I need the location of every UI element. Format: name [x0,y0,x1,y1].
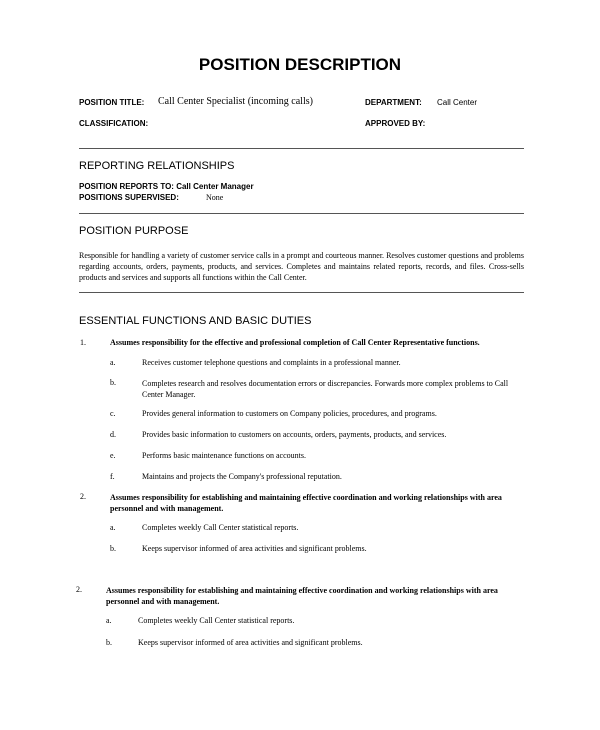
sub-letter: a. [110,358,116,367]
sub-text: Keeps supervisor informed of area activities and significant problems. [138,638,363,647]
department-value: Call Center [437,98,478,107]
sub-letter: b. [110,544,116,553]
divider [79,292,524,293]
supervised-label: POSITIONS SUPERVISED: [79,193,179,202]
item-text: Assumes responsibility for establishing and maintaining effective coordination and working relationships with area personnel and with management. [110,493,502,513]
item-number: 1. [80,338,86,347]
purpose-text: Responsible for handling a variety of customer service calls in a prompt and courteous manner. Resolves customer questions and problems regarding accounts, orders, payments, products, and services. Completes and maintains related reports, records, and files. Cross-sells products and services and supports all functions within the Call Center. [79,251,524,282]
sub-text: Maintains and projects the Company's professional reputation. [142,472,342,481]
classification-label: CLASSIFICATION: [79,119,149,128]
sub-letter: c. [110,409,116,418]
duties-heading: ESSENTIAL FUNCTIONS AND BASIC DUTIES [79,315,312,327]
position-title-label: POSITION TITLE: [79,98,145,107]
sub-text: Completes research and resolves documentation errors or discrepancies. Forwards more complex problems to Call Center Manager. [142,379,509,399]
sub-letter: f. [110,472,115,481]
sub-text: Provides basic information to customers on accounts, orders, payments, products, and services. [142,430,447,439]
divider [79,148,524,149]
sub-letter: d. [110,430,116,439]
reporting-heading: REPORTING RELATIONSHIPS [79,160,235,172]
sub-letter: b. [106,638,112,647]
divider [79,213,524,214]
sub-text: Completes weekly Call Center statistical reports. [138,616,295,625]
item-number: 2. [80,492,86,501]
department-label: DEPARTMENT: [365,98,422,107]
item-text: Assumes responsibility for establishing and maintaining effective coordination and working relationships with area personnel and with management. [106,586,498,606]
sub-text: Provides general information to customers on Company policies, procedures, and programs. [142,409,437,418]
sub-letter: b. [110,378,116,387]
reports-to: POSITION REPORTS TO: Call Center Manager [79,182,254,191]
sub-text: Completes weekly Call Center statistical reports. [142,523,299,532]
item-text: Assumes responsibility for the effective and professional completion of Call Center Representative functions. [110,338,480,347]
sub-text: Performs basic maintenance functions on accounts. [142,451,306,460]
supervised-value: None [206,193,224,202]
page-title: POSITION DESCRIPTION [198,55,402,74]
purpose-heading: POSITION PURPOSE [79,225,189,237]
approved-by-label: APPROVED BY: [365,119,426,128]
sub-letter: e. [110,451,116,460]
sub-letter: a. [106,616,112,625]
position-title-value: Call Center Specialist (incoming calls) [158,96,313,107]
item-number: 2. [76,585,82,594]
sub-text: Receives customer telephone questions and complaints in a professional manner. [142,358,401,367]
sub-text: Keeps supervisor informed of area activities and significant problems. [142,544,367,553]
sub-letter: a. [110,523,116,532]
